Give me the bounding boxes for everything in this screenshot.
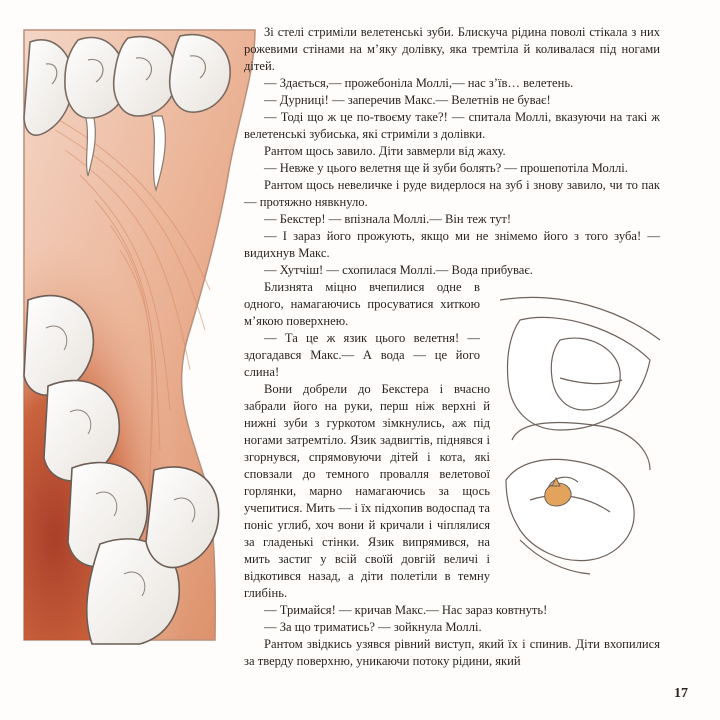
- story-paragraph-12: — Та це ж язик цього велетня! — здогадався Макс.— А вода — це його слина!: [244, 331, 480, 379]
- story-paragraph-5: Рантом щось завило. Діти завмерли від жаху.: [264, 144, 506, 158]
- story-paragraph-1: Зі стелі стриміли велетенські зуби. Блискуча рідина поволі стікала з них рожевими стінами на м’яку долівку, яка тремтіла й коливалася під ногами дітей.: [244, 25, 660, 73]
- page-number: 17: [674, 686, 688, 701]
- story-paragraph-15: — За що триматись? — зойкнула Моллі.: [264, 620, 482, 634]
- story-text: [244, 24, 660, 670]
- story-paragraph-3: — Дурниці! — заперечив Макс.— Велетнів не буває!: [264, 93, 551, 107]
- story-paragraph-2: — Здається,— прожебоніла Моллі,— нас з’їв… велетень.: [264, 76, 574, 90]
- story-paragraph-13: Вони добрели до Бекстера і вчасно забрали його на руки, перш ніж верхні й нижні зуби з гуркотом зімкнулись, аж під ногами затремтіло. Язик задвигтів, піднявся і згорнувся, спрямовуючи дітей і кота, які сповзали до темного провалля велетової горлянки, марно намагаючись за щось учепитися. Мить — і їх підхопив водоспад та поніс углиб, хоч вони й кричали і чіплялися за гладенькі стінки. Язик випрямився, на мить застиг у всій своїй довгій величі і відкотився назад, а діти полетіли в темну глибінь.: [244, 382, 490, 600]
- story-paragraph-16: Рантом звідкись узявся рівний виступ, який їх і спинив. Діти вхопилися за тверду поверхню, уникаючи потоку рідини, який: [244, 637, 660, 668]
- story-paragraph-14: — Тримайся! — кричав Макс.— Нас зараз ковтнуть!: [264, 603, 548, 617]
- story-paragraph-9: — І зараз його прожують, якщо ми не знімемо його з того зуба! — видихнув Макс.: [244, 229, 660, 260]
- story-paragraph-8: — Бекстер! — впізнала Моллі.— Він теж тут!: [264, 212, 512, 226]
- story-paragraph-11: Близнята міцно вчепилися одне в одного, намагаючись просуватися хиткою м’якою поверхнею.: [244, 280, 480, 328]
- story-paragraph-4: — Тоді що ж це по-твоєму таке?! — спитала Моллі, вказуючи на такі ж велетенські зубиська, які стриміли з долівки.: [244, 110, 660, 141]
- story-paragraph-7: Рантом щось невеличке і руде видерлося на зуб і знову завило, чи то пак — протяжно нявкнуло.: [244, 178, 660, 209]
- story-paragraph-6: — Невже у цього велетня ще й зуби болять? — прошепотіла Моллі.: [264, 161, 628, 175]
- story-paragraph-10: — Хутчіш! — схопилася Моллі.— Вода прибуває.: [264, 263, 533, 277]
